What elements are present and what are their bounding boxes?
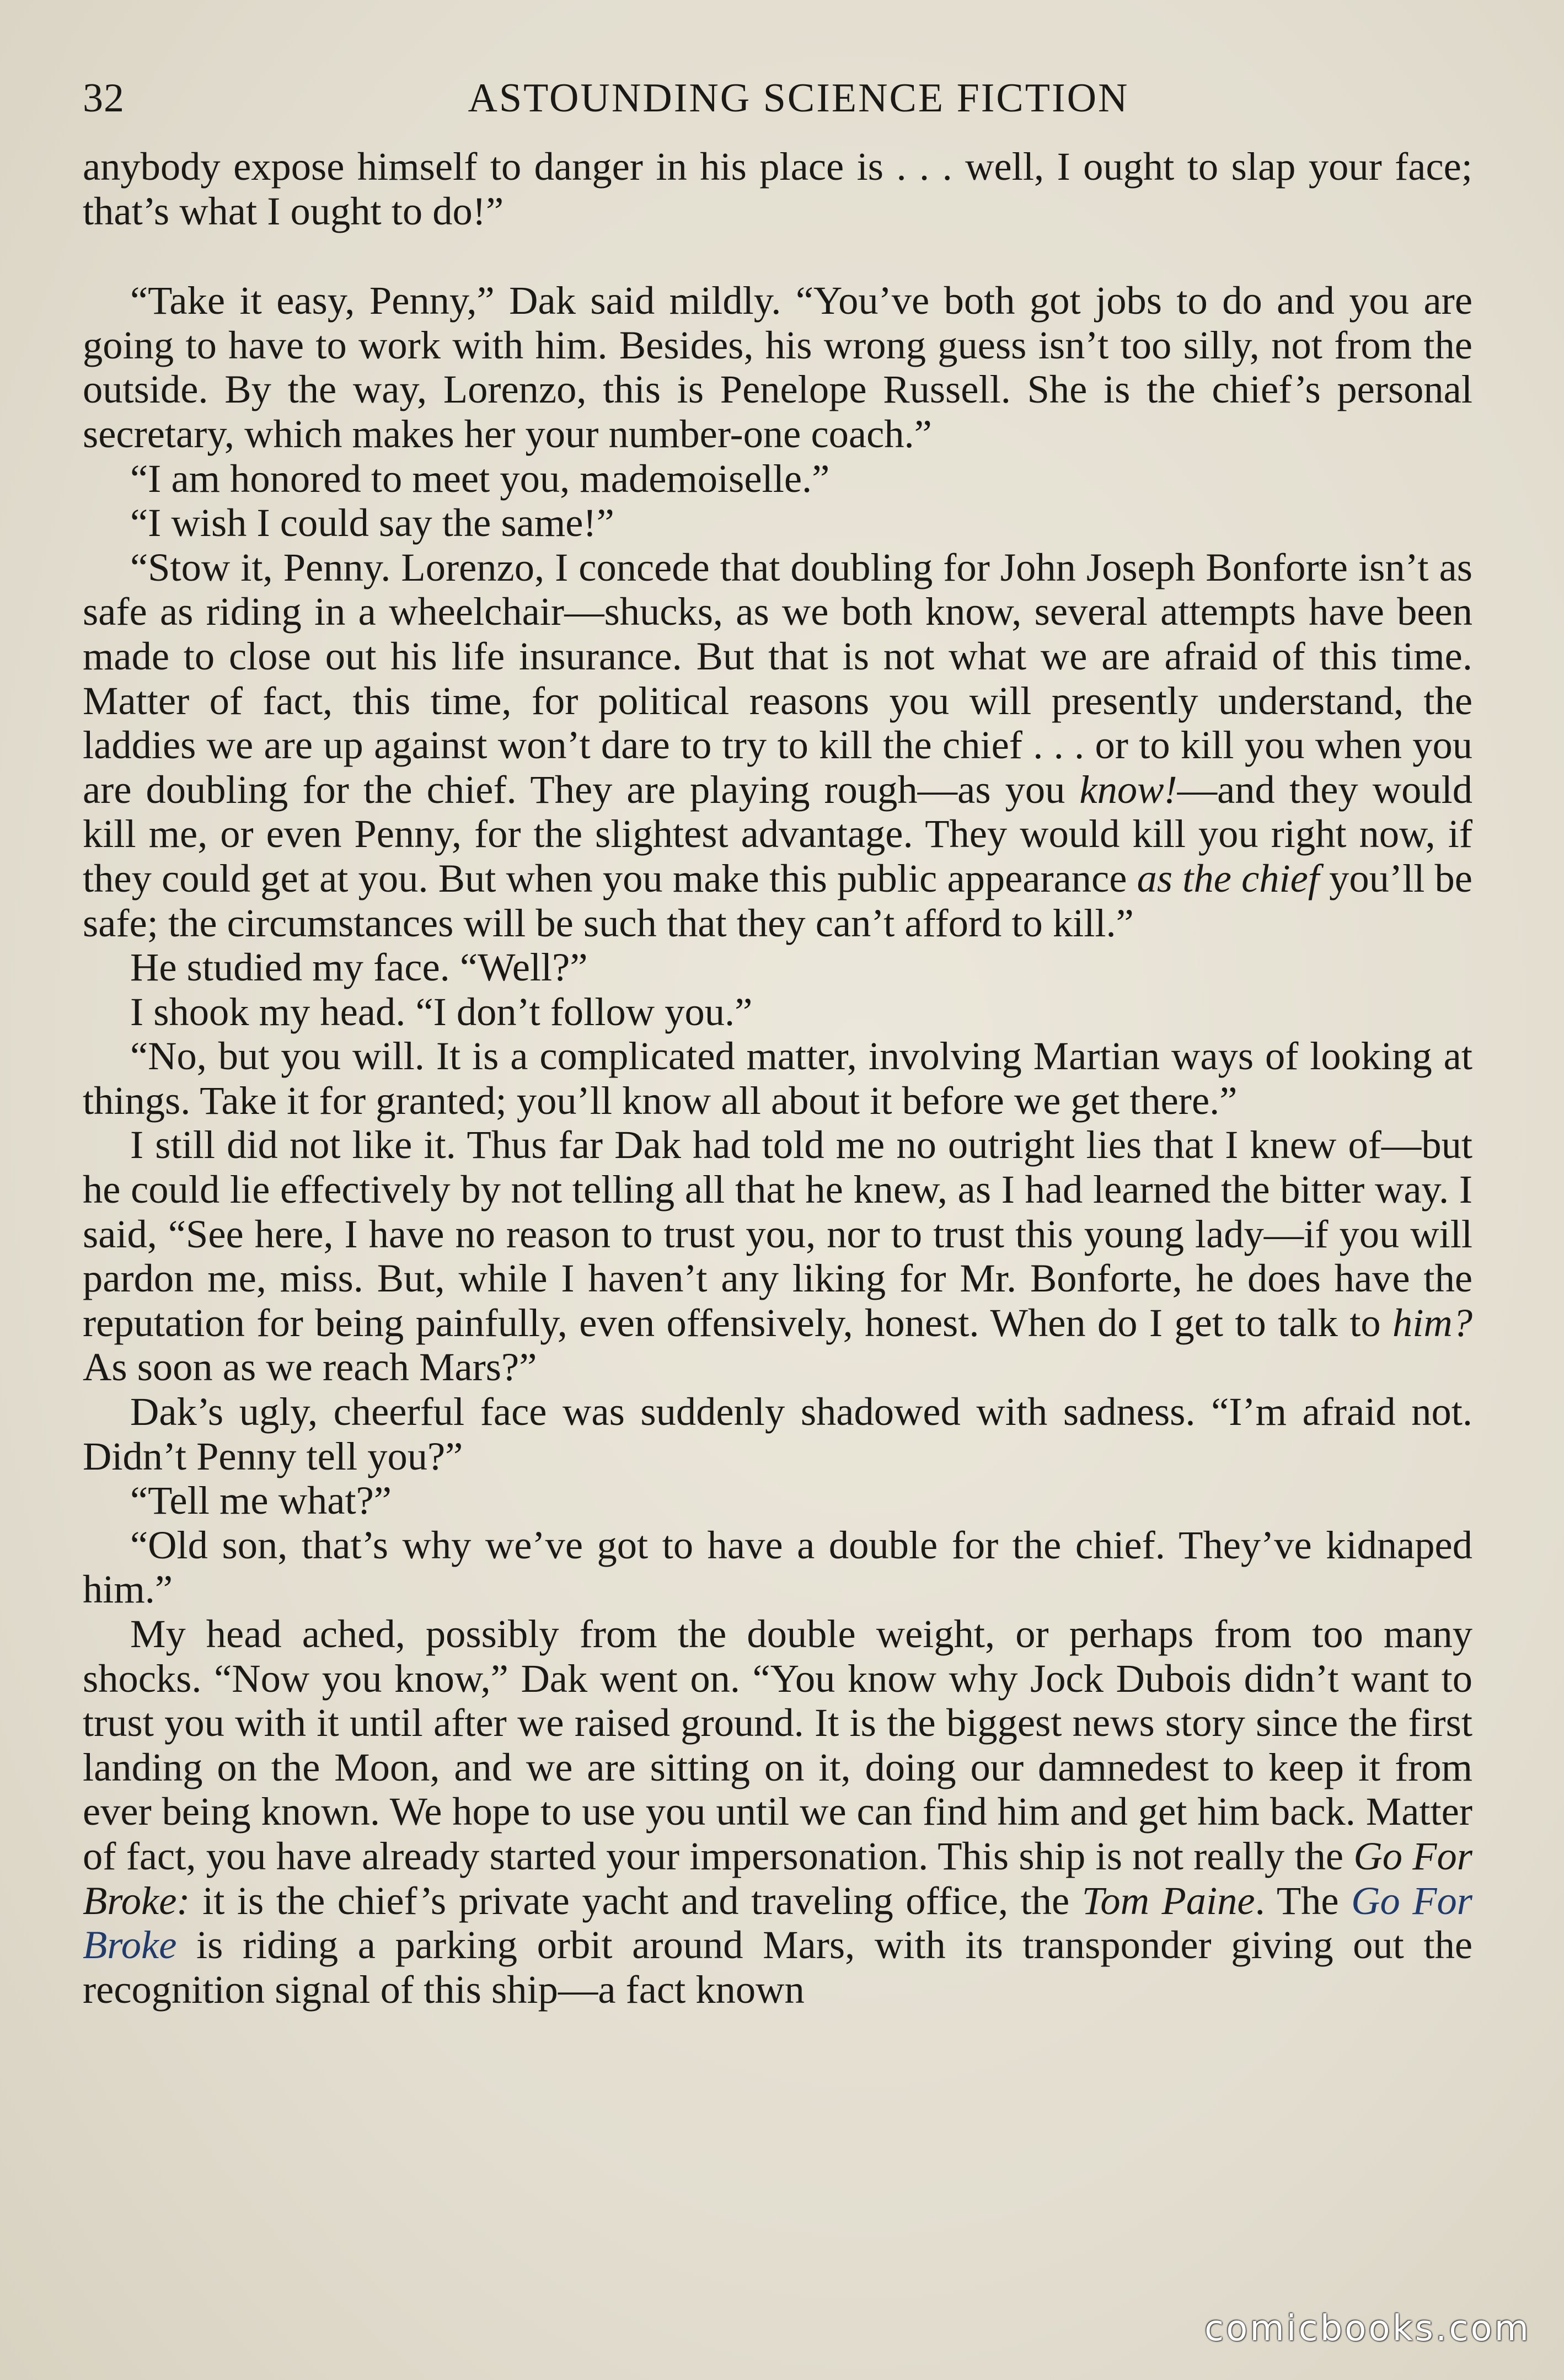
italic-text: him? — [1392, 1300, 1472, 1345]
text-run: is riding a parking orbit around Mars, with its transponder giving out the recognition signal of this ship—a fact known — [83, 1922, 1472, 2012]
paragraph — [83, 945, 1472, 990]
text-run: Dak’s ugly, cheerful face was suddenly shadowed with sadness. “I’m afraid not. Didn’t Penny tell you?” — [83, 1389, 1472, 1478]
paragraph — [83, 545, 1472, 945]
paragraph — [83, 1478, 1472, 1523]
text-run: He studied my face. “Well?” — [130, 945, 588, 990]
text-run: anybody expose himself to danger in his place is . . . well, I ought to slap your face; that’s what I ought to do!” — [83, 144, 1472, 233]
text-run: “I wish I could say the same!” — [130, 500, 614, 545]
text-run: I still did not like it. Thus far Dak had told me no outright lies that I knew of—but he could lie effectively by not telling all that he knew, as I had learned the bitter way. I said, “See here, I have no reason to trust you, nor to trust this young lady—if you will pardon me, miss. But, while I haven’t any liking for Mr. Bonforte, he does have the reputation for being painfully, even offensively, honest. When do I get to talk to — [83, 1122, 1472, 1345]
text-run: My head ached, possibly from the double weight, or perhaps from too many shocks. “Now you know,” Dak went on. “You know why Jock Dubois didn’t want to trust you with it until after we raised ground. It is the biggest news story since the first landing on the Moon, and we are sitting on it, doing our damnedest to keep it from ever being known. We hope to use you until we can find him and get him back. Matter of fact, you have already started your impersonation. This ship is not really the — [83, 1611, 1472, 1878]
page-number: 32 — [83, 76, 125, 121]
text-run: you’ll be safe; the circumstances will be such that they can’t afford to kill.” — [83, 855, 1472, 945]
text-run: . The — [1255, 1878, 1352, 1923]
text-run: it is the chief’s private yacht and traveling office, the — [190, 1878, 1082, 1923]
text-run: “Tell me what?” — [130, 1478, 392, 1523]
text-run: “Take it easy, Penny,” Dak said mildly. “You’ve both got jobs to do and you are going to have to work with him. Besides, his wrong guess isn’t too silly, not from the outside. By the way, Lorenzo, this is Penelope Russell. She is the chief’s personal secretary, which makes her your number-one coach.” — [83, 278, 1472, 456]
text-run: “I am honored to meet you, mademoiselle.” — [130, 455, 830, 501]
paragraph — [83, 1034, 1472, 1123]
body-text — [83, 144, 1472, 2012]
text-run: “Stow it, Penny. Lorenzo, I concede that doubling for John Joseph Bonforte isn’t as safe as riding in a wheelchair—shucks, as we both know, several attempts have been made to close out his life insurance. But that is not what we are afraid of this time. Matter of fact, this time, for political reasons you will presently understand, the laddies we are up against won’t dare to try to kill the chief . . . or to kill you when you are doubling for the chief. They are playing rough—as you — [83, 544, 1472, 812]
page-header — [83, 71, 1476, 126]
text-run: “Old son, that’s why we’ve got to have a double for the chief. They’ve kidnaped him.” — [83, 1522, 1472, 1612]
paragraph — [83, 1612, 1472, 2012]
paragraph — [83, 990, 1472, 1034]
text-run: I shook my head. “I don’t follow you.” — [130, 989, 753, 1034]
paragraph — [83, 457, 1472, 501]
italic-text: Go For Broke: — [83, 1833, 1472, 1923]
paragraph — [83, 278, 1472, 456]
italic-text: know! — [1079, 766, 1177, 812]
italic-text: as the chief — [1137, 855, 1319, 900]
text-run: —and they would kill me, or even Penny, for the slightest advantage. They would kill you right now, if they could get at you. But when you make this public appearance — [83, 766, 1472, 900]
paragraph — [83, 144, 1472, 233]
italic-text: Go For Broke — [83, 1878, 1472, 1968]
watermark-logo: comicbooks.com — [1204, 2308, 1531, 2349]
paragraph — [83, 501, 1472, 545]
running-head-title: ASTOUNDING SCIENCE FICTION — [468, 76, 1129, 121]
paragraph — [83, 1390, 1472, 1478]
italic-text: Tom Paine — [1081, 1878, 1255, 1923]
paragraph — [83, 1523, 1472, 1612]
text-run: As soon as we reach Mars?” — [83, 1344, 537, 1390]
text-run: “No, but you will. It is a complicated matter, involving Martian ways of looking at things. Take it for granted; you’ll know all about it before we get there.” — [83, 1033, 1472, 1123]
paragraph — [83, 1123, 1472, 1390]
